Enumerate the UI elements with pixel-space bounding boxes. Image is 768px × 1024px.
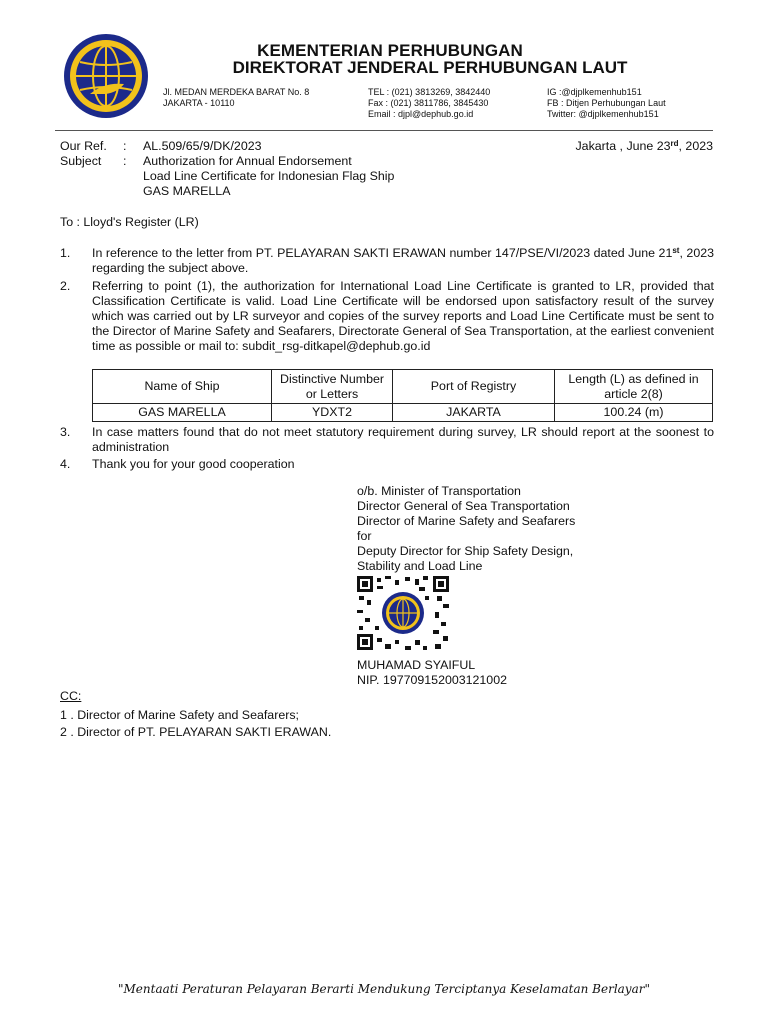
cc-item: 2 . Director of PT. PELAYARAN SAKTI ERAWAN. xyxy=(60,725,332,739)
item-number: 2. xyxy=(60,279,71,293)
signature-line: Director General of Sea Transportation xyxy=(357,499,570,513)
table-header-cell: Name of Ship xyxy=(93,370,272,404)
item-1-text xyxy=(92,246,714,276)
table-header-row xyxy=(93,370,713,404)
twitter[interactable]: Twitter: @djplkemenhub151 xyxy=(547,109,659,119)
subject-label: Subject xyxy=(60,154,102,168)
ref-label: Our Ref. xyxy=(60,139,107,153)
table-header-cell: Distinctive Number or Letters xyxy=(272,370,393,404)
recipient: To : Lloyd's Register (LR) xyxy=(60,215,199,229)
fax: Fax : (021) 3811786, 3845430 xyxy=(368,98,489,108)
item-3-text: In case matters found that do not meet statutory requirement during survey, LR should report at the soonest to administration xyxy=(92,425,714,454)
table-cell: YDXT2 xyxy=(272,404,393,422)
address-city: JAKARTA - 10110 xyxy=(163,98,235,108)
ship-table xyxy=(92,369,713,422)
directorate-title: DIREKTORAT JENDERAL PERHUBUNGAN LAUT xyxy=(232,58,628,77)
signatory-nip: NIP. 197709152003121002 xyxy=(357,673,507,687)
signature-block xyxy=(357,484,575,574)
date-ordinal: rd xyxy=(670,139,679,148)
ref-value: AL.509/65/9/DK/2023 xyxy=(143,139,262,153)
date-year: , 2023 xyxy=(678,139,713,153)
instagram[interactable]: IG :@djplkemenhub151 xyxy=(547,87,642,97)
social-block xyxy=(547,87,666,120)
signature-line: Director of Marine Safety and Seafarers xyxy=(357,514,576,528)
table-cell: JAKARTA xyxy=(393,404,555,422)
letter-date xyxy=(575,139,713,154)
item-1-part: , 2023 regarding the subject above. xyxy=(92,246,714,275)
telephone: TEL : (021) 3813269, 3842440 xyxy=(368,87,491,97)
item-number: 3. xyxy=(60,425,71,439)
item-2-text: Referring to point (1), the authorization for International Load Line Certificate is granted to LR, provided that Classification Certificate is valid. Load Line Certificate will be endorsed upon satisfactory result of the survey which was carried out by LR surveyor and copies of the survey reports and Load Line Certificate must be sent to the Director of Marine Safety and Seafarers, Directorate General of Sea Transportation, at the earliest convenient time as possible or mail to: subdit_rsg-ditkapel@dephub.go.id xyxy=(92,279,714,353)
subject-colon: : xyxy=(123,154,127,168)
ministry-title: KEMENTERIAN PERHUBUNGAN xyxy=(257,41,523,60)
footer-motto: "Mentaati Peraturan Pelayaran Berarti Mendukung Terciptanya Keselamatan Berlayar" xyxy=(117,982,650,996)
signature-line: for xyxy=(357,529,372,543)
item-1-ordinal: st xyxy=(672,246,680,255)
subject-line: Authorization for Annual Endorsement xyxy=(143,154,352,168)
signature-line: o/b. Minister of Transportation xyxy=(357,484,521,498)
table-header-cell: Port of Registry xyxy=(393,370,555,404)
subject-line: Load Line Certificate for Indonesian Flag Ship xyxy=(143,169,395,183)
date-prefix: Jakarta , June 23 xyxy=(575,139,671,153)
subject-line: GAS MARELLA xyxy=(143,184,231,198)
ref-colon: : xyxy=(123,139,127,153)
table-cell: GAS MARELLA xyxy=(93,404,272,422)
address-block xyxy=(163,87,309,109)
subject-text xyxy=(143,154,394,199)
email[interactable]: Email : djpl@dephub.go.id xyxy=(368,109,474,119)
signature-line: Deputy Director for Ship Safety Design, xyxy=(357,544,574,558)
ministry-logo-icon xyxy=(60,32,152,120)
table-row xyxy=(93,404,713,422)
cc-item: 1 . Director of Marine Safety and Seafarers; xyxy=(60,708,299,722)
item-number: 4. xyxy=(60,457,71,471)
header-divider xyxy=(55,130,713,131)
facebook[interactable]: FB : Ditjen Perhubungan Laut xyxy=(547,98,666,108)
qr-code-icon xyxy=(357,576,449,650)
item-4-text: Thank you for your good cooperation xyxy=(92,457,295,471)
item-number: 1. xyxy=(60,246,71,260)
contact-block xyxy=(368,87,490,120)
address-line: Jl. MEDAN MERDEKA BARAT No. 8 xyxy=(163,87,310,97)
signatory-name: MUHAMAD SYAIFUL xyxy=(357,658,476,672)
table-header-cell: Length (L) as defined in article 2(8) xyxy=(555,370,713,404)
item-1-part: In reference to the letter from PT. PELAYARAN SAKTI ERAWAN number 147/PSE/VI/2023 dated June 21 xyxy=(92,246,673,260)
signature-line: Stability and Load Line xyxy=(357,559,483,573)
cc-label: CC: xyxy=(60,689,82,703)
table-cell: 100.24 (m) xyxy=(555,404,713,422)
